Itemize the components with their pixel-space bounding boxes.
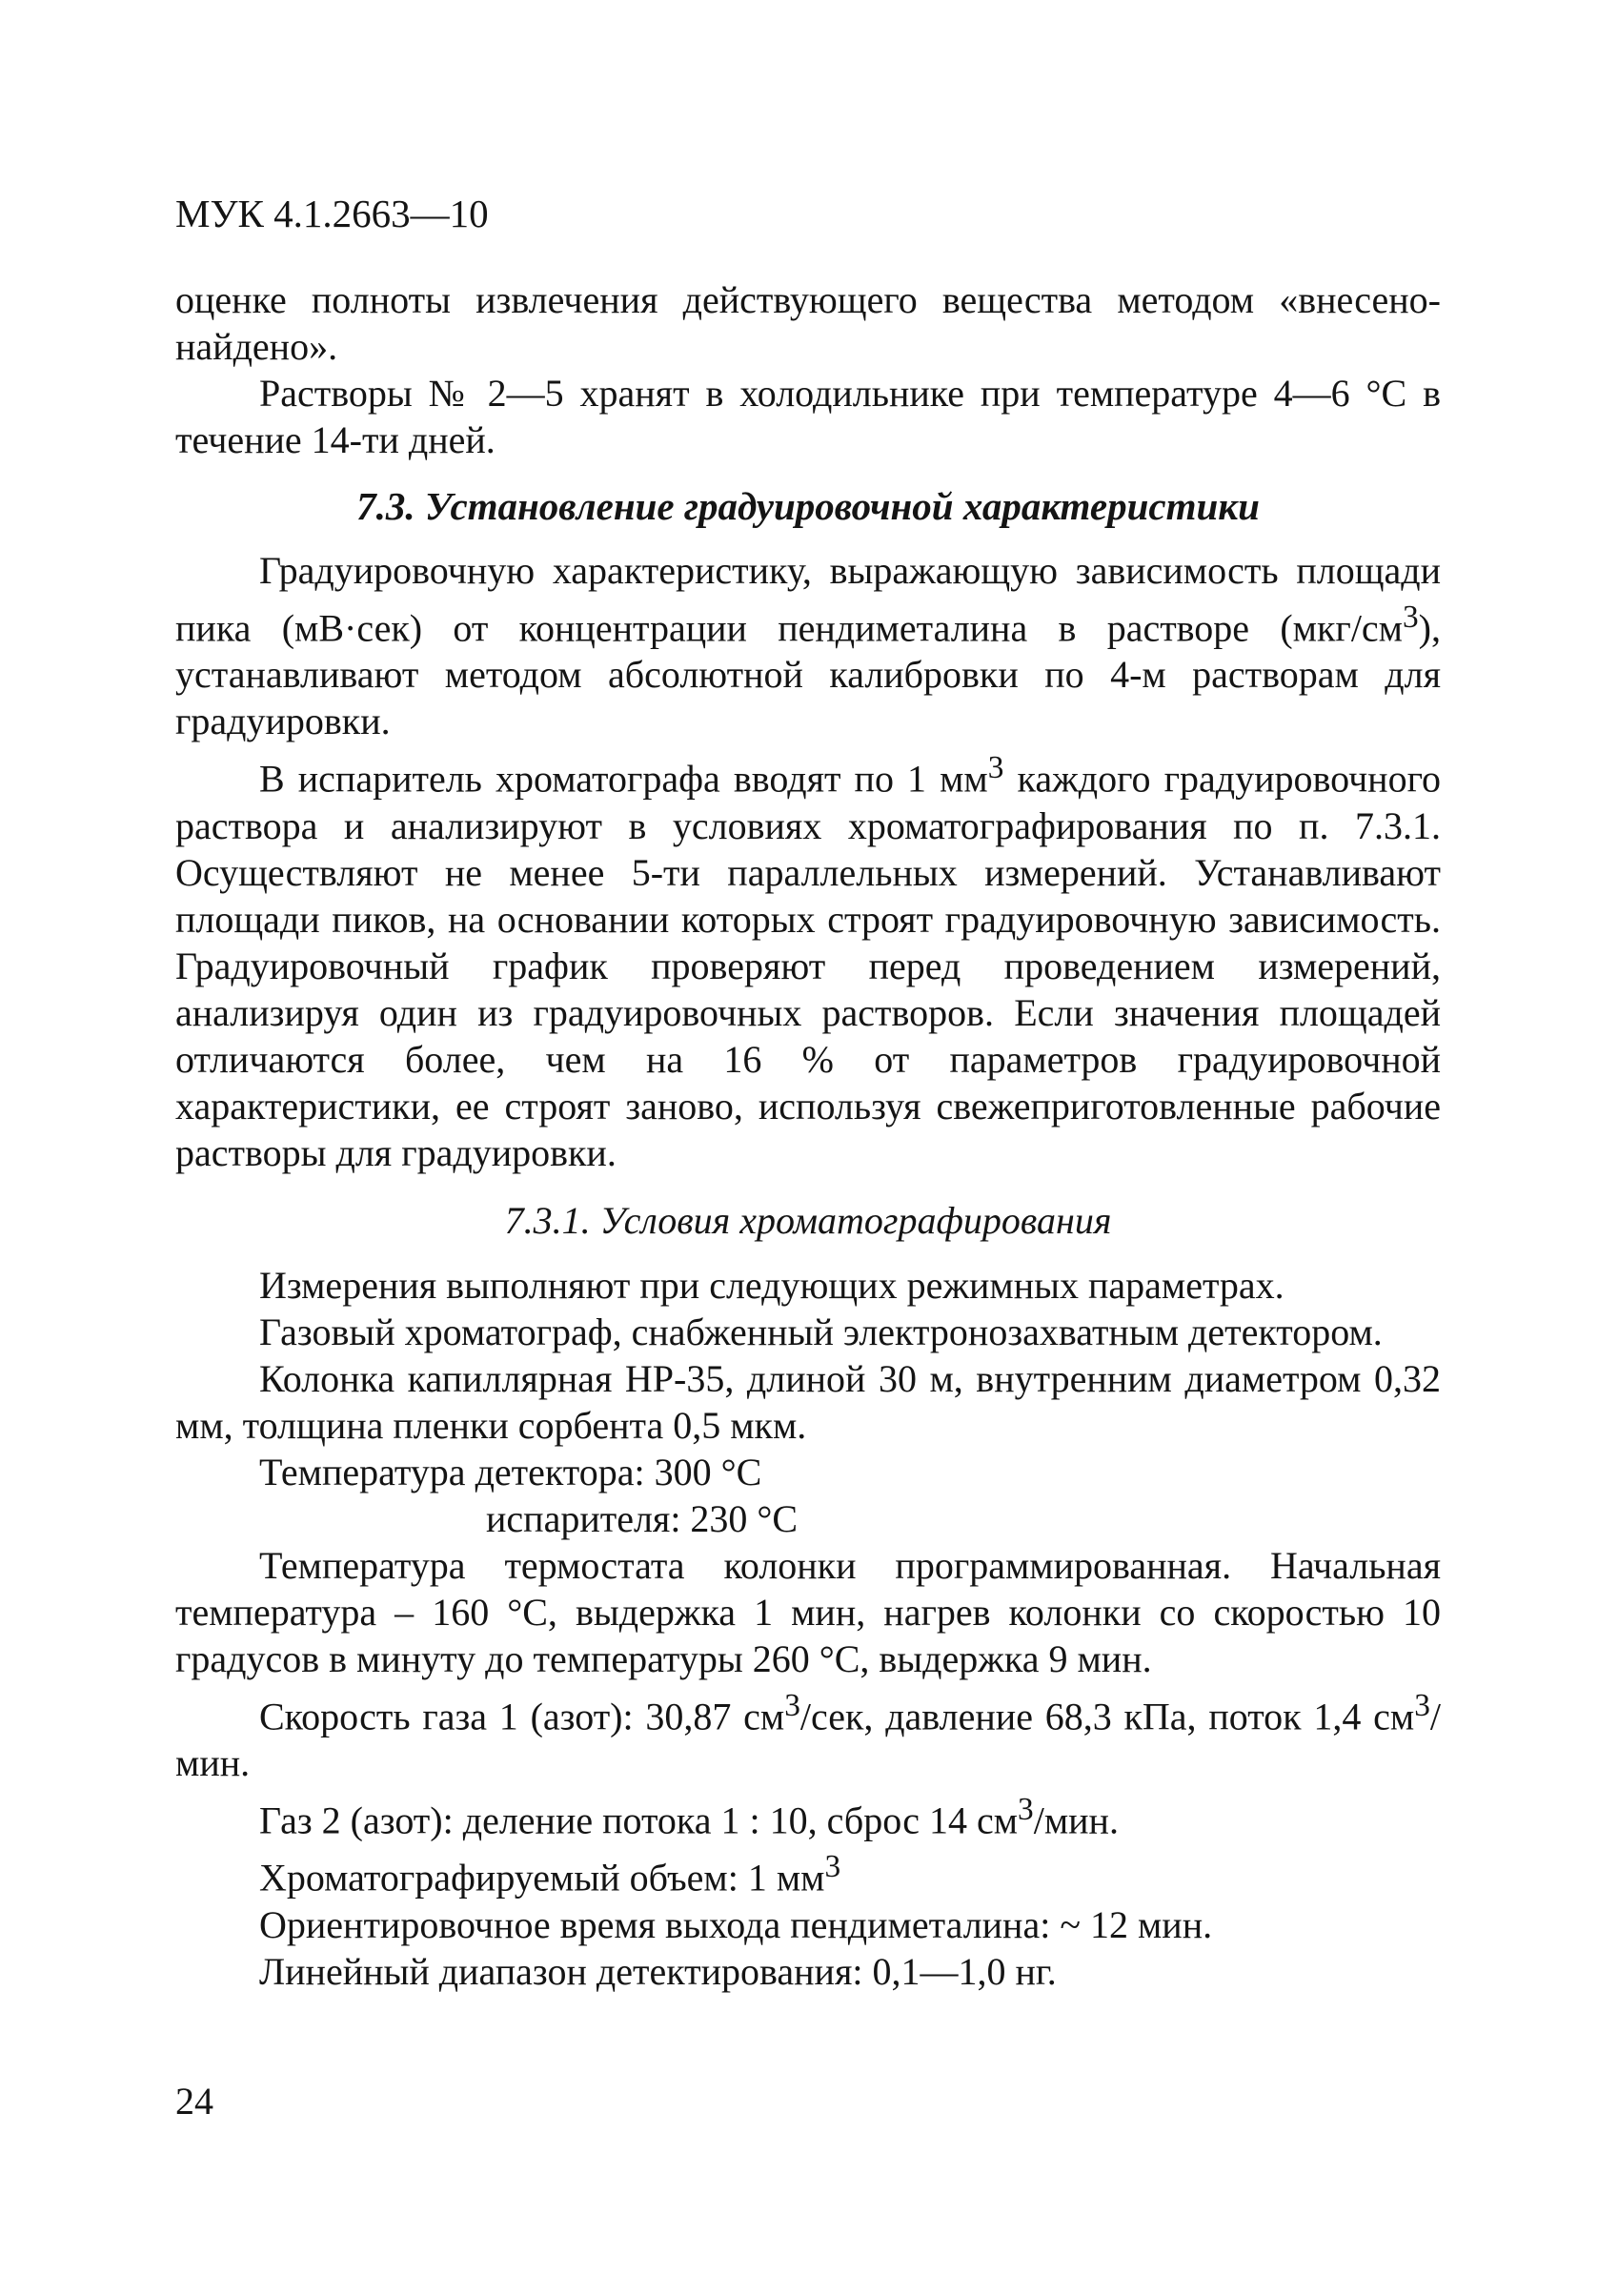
section-heading-7-3: 7.3. Установление градуировочной характеристики: [356, 484, 1260, 528]
paragraph-column: Колонка капиллярная НР-35, длиной 30 м, внутренним диаметром 0,32 мм, толщина пленки сорбента 0,5 мкм.: [175, 1356, 1441, 1447]
paragraph-linear-range: Линейный диапазон детектирования: 0,1—1,0 нг.: [259, 1949, 1057, 1993]
paragraph-storage: Растворы № 2—5 хранят в холодильнике при температуре 4—6 °С в течение 14-ти дней.: [175, 372, 1441, 461]
paragraph-gas-2: Газ 2 (азот): деление потока 1 : 10, сброс 14 $см^3$/мин.: [259, 1791, 1119, 1842]
paragraph-calibration-characteristic: Градуировочную характеристику, выражающую зависимость площади пика (мВ·сек) от концентрации пендиметалина в растворе $(мкг/см^3)$, устанавливают методом абсолютной калибровки по 4-м растворам для градуировки.: [175, 549, 1441, 743]
page-number: 24: [175, 2080, 213, 2123]
paragraph-recovery-method: оценке полноты извлечения действующего вещества методом «внесено-найдено».: [175, 278, 1441, 368]
page-body: [175, 276, 1441, 1995]
paragraph-injection-volume: Хроматографируемый объем: 1 $мм^3$: [259, 1849, 841, 1900]
paragraph-detector-temperature: Температура детектора: 300 °С: [259, 1450, 762, 1493]
paragraph-gas-1: Скорость газа 1 (азот): 30,87 $см^3$/сек, давление 68,3 кПа, поток 1,4 $см^3$/мин.: [175, 1687, 1441, 1784]
document-code: МУК 4.1.2663—10: [175, 192, 489, 235]
paragraph-calibration-procedure: В испаритель хроматографа вводят по 1 $мм^3$ каждого градуировочного раствора и анализируют в условиях хроматографирования по п. 7.3.1. Осуществляют не менее 5-ти параллельных измерений. Устанавливают площади пиков, на основании которых строят градуировочную зависимость. Градуировочный график проверяют перед проведением измерений, анализируя один из градуировочных растворов. Если значения площадей отличаются более, чем на 16 % от параметров градуировочной характеристики, ее строят заново, используя свежеприготовленные рабочие растворы для градуировки.: [175, 750, 1441, 1174]
subsection-heading-7-3-1: 7.3.1. Условия хроматографирования: [504, 1198, 1112, 1242]
paragraph-retention-time: Ориентировочное время выхода пендиметалина: ~ 12 мин.: [259, 1902, 1213, 1946]
paragraph-thermostat-program: Температура термостата колонки программированная. Начальная температура – 160 °С, выдержка 1 мин, нагрев колонки со скоростью 10 градусов в минуту до температуры 260 °С, выдержка 9 мин.: [175, 1543, 1441, 1680]
paragraph-modes: Измерения выполняют при следующих режимных параметрах.: [259, 1263, 1284, 1307]
paragraph-evaporator-temperature: испарителя: 230 °С: [486, 1496, 799, 1540]
paragraph-chromatograph: Газовый хроматограф, снабженный электронозахватным детектором.: [259, 1310, 1383, 1353]
